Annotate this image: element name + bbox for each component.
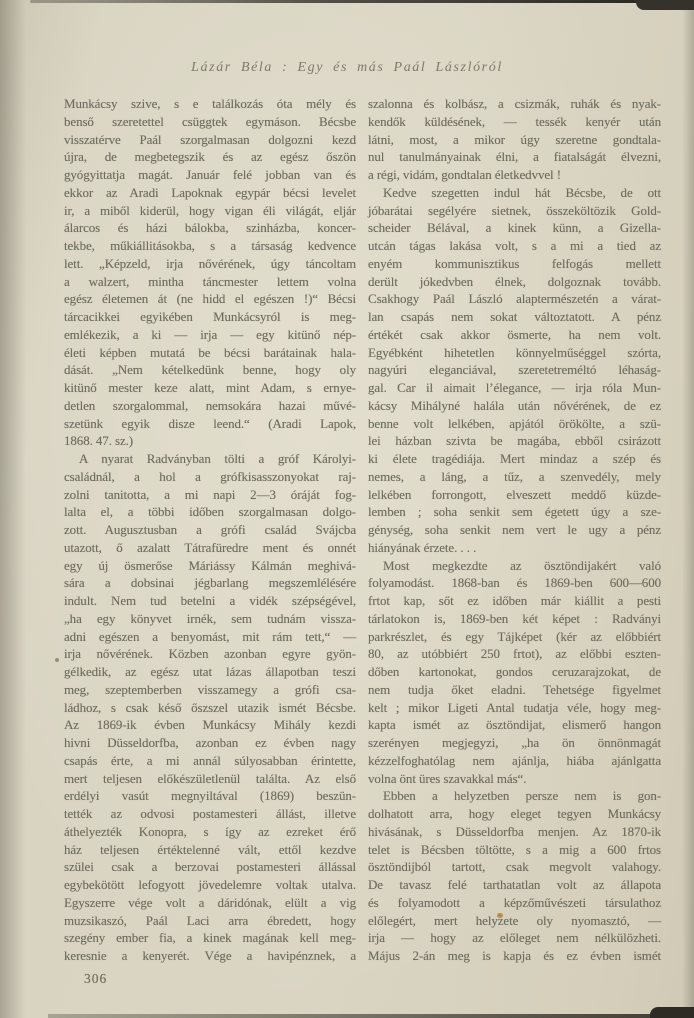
text-line: életi képben mutatá be bécsi barátainak hala-	[64, 344, 356, 360]
text-line: folyamodást. 1868-ban és 1869-ben 600—600	[368, 575, 661, 591]
text-line: utazott, ő azalatt Tátrafüredre ment és onnét	[64, 539, 356, 555]
text-line: jóbarátai segélyére sietnek, összeköltözik Gold-	[368, 202, 661, 218]
text-line: szerényen megjegyzi, „ha ön önnönmagát	[368, 735, 661, 750]
text-line: lelkében forrongott, elveszett meddő küzde-	[368, 486, 661, 502]
text-line: Kedve szegetten indul hát Bécsbe, de ott	[383, 184, 661, 200]
text-line: a walzert, mintha táncmester lettem volna	[64, 273, 356, 289]
scan-artifact-top-right	[636, 0, 694, 10]
paragraph	[368, 787, 661, 965]
text-line: kácsy Mihályné halála után nővérének, de ez	[368, 397, 661, 413]
text-line: benső szeretettel csüggtek egymáson. Bécsbe	[64, 113, 356, 129]
text-line: Csakhogy Paál László alaptermészetén a várat-	[368, 291, 661, 307]
text-line: lett. „Képzeld, irja nővérének, úgy táncoltam	[64, 255, 356, 271]
text-line: hivásának, s Düsseldorfba menjen. Az 1870-ik	[368, 823, 661, 839]
text-line: kelt ; mikor Ligeti Antal tudatja véle, hogy meg-	[368, 699, 661, 715]
scan-artifact-top-edge	[30, 0, 694, 3]
text-line: nul tanulmányainak élni, a fiatalságát élvezni,	[368, 149, 661, 165]
text-line: tárcacikkei egyikében Munkácsyról is meg-	[64, 309, 356, 324]
text-line: keresnie a kenyerét. Vége a havipénznek, a	[64, 948, 356, 963]
text-line: muzsikaszó, Paál Laci arra ébredett, hogy	[64, 912, 356, 928]
text-line: lei házban szivta be magába, ebből csirázott	[368, 433, 661, 449]
text-line: ki élete tragédiája. Mert mindaz a szép és	[368, 451, 661, 466]
text-line: gal. Car il aimait l’élegance, — irja róla Mun-	[368, 380, 661, 395]
text-line: kézzelfoghatólag nem ajánlja, hiába ajánlgatta	[368, 752, 661, 768]
text-line: egybekötött lefogyott jövedelemre voltak utalva.	[64, 877, 356, 892]
text-line: De tavasz felé tarthatatlan volt az állapota	[368, 877, 661, 892]
text-line: ház teljesen értéktelenné vált, ettől kezdve	[64, 841, 356, 857]
text-line: Most megkezdte az ösztöndijakért való	[383, 557, 661, 573]
left-column	[64, 95, 356, 965]
text-line: meg, szeptemberben visszamegy a grófi csa-	[64, 681, 356, 697]
paragraph	[64, 95, 356, 450]
text-line: dőben kartonokat, gondos ceruzarajzokat, de	[368, 664, 661, 679]
text-line: ir, a miből kiderül, hogy vigan éli világát, eljár	[64, 202, 356, 218]
text-line: 80, az utóbbiért 250 frtot), az előbbi eszten-	[368, 646, 661, 662]
text-line: egész életemen át (ne hidd el egészen !)“ Bécsi	[64, 291, 356, 307]
text-line: előlegért, mert helyzete oly nyomasztó, —	[368, 912, 661, 928]
text-line: a régi, vidám, gondtalan életkedvvel !	[368, 167, 561, 182]
text-line: kitünő mester keze alatt, mint Adam, s ernye-	[64, 380, 356, 395]
text-line: szalonna és kolbász, a csizmák, ruhák és nyak-	[368, 96, 661, 111]
text-line: tették az odvosi postamesteri állást, illetve	[64, 806, 356, 821]
text-line: hiányának érzete. . . .	[368, 539, 477, 555]
text-line: lalta el, a többi időben szorgalmasan dolgo-	[64, 504, 356, 520]
text-line: szetünk egyik disze leend.“ (Aradi Lapok,	[64, 415, 356, 431]
text-line: Munkácsy szive, s e találkozás óta mély és	[64, 96, 356, 111]
text-line: lemben ; soha senkit sem égetett úgy a sze-	[368, 504, 661, 520]
text-line: benne volt lelkében, apjától örökölte, a szü-	[368, 415, 661, 431]
text-line: indult. Nem tud betelni a vidék szépségével,	[64, 593, 356, 608]
text-line: derült jókedvben élnek, dolgoznak tovább.	[368, 273, 661, 289]
text-line: erdélyi vasút megnyiltával (1869) beszün-	[64, 788, 356, 804]
page-number: 306	[84, 971, 108, 986]
paragraph	[368, 184, 661, 557]
right-column	[368, 95, 661, 965]
text-line: scheider Bélával, a kinek künn, a Gizella-	[368, 220, 661, 236]
text-line: gélkedik, az egész utat lázas állapotban teszi	[64, 664, 356, 679]
text-line: áthelyezték Konopra, s így az ezreket érő	[64, 823, 356, 839]
text-line: „ha egy könyvet irnék, sem tudnám vissza-	[64, 610, 356, 626]
paper-speck	[55, 658, 59, 662]
text-line: ösztöndijból tartott, csak megvolt valahogy.	[368, 859, 661, 875]
text-line: irja — hogy az előleget nem nélkülözheti.	[368, 930, 661, 946]
text-line: Egyszerre vége volt a dáridónak, elült a vig	[64, 894, 356, 910]
text-line: lan csapás nem sokat változtatott. A pénz	[368, 309, 661, 324]
text-line: tekbe, műkiállitásokba, s a társaság kedvence	[64, 238, 356, 253]
text-line: génység, soha senkit nem vert le ugy a pénz	[368, 522, 661, 537]
text-line: A nyarat Radványban tölti a gróf Károlyi-	[79, 451, 356, 466]
text-line: kendők küldésének, — tessék kenyér után	[368, 113, 661, 129]
text-line: ládhoz, s csak késő őszszel utazik ismét Bécsbe.	[64, 699, 356, 715]
text-line: zolni tanitotta, a mi napi 2—3 óráját fog-	[64, 486, 356, 502]
text-line: szegény ember fia, a kinek magának kell meg-	[64, 930, 356, 946]
text-line: Egyébként hihetetlen könnyelműséggel szórta,	[368, 344, 661, 360]
text-line: irja nővérének. Közben azonban egyre gyön-	[64, 646, 356, 662]
text-line: 1868. 47. sz.)	[64, 433, 134, 449]
text-line: kapta ismét az ösztöndijat, elismerő hangon	[368, 717, 661, 733]
scan-artifact-bottom-right	[650, 1007, 694, 1018]
text-line: adni egészen a benyomást, mit rám tett,“ —	[64, 628, 356, 644]
text-line: detlen szorgalommal, nemsokára hazai művé-	[64, 397, 356, 413]
text-line: telet is Bécsben töltötte, s a mig a 600 frtos	[368, 841, 661, 857]
text-line: utcán tágas lakása volt, s a mi a tied az	[368, 238, 661, 253]
text-line: enyém kommunisztikus felfogás mellett	[368, 255, 661, 271]
text-line: álarcos és házi bálokba, szinházba, koncer-	[64, 220, 356, 236]
text-line: hivni Düsseldorfba, azonban ez évben nagy	[64, 735, 356, 750]
text-line: zott. Augusztusban a grófi család Svájcba	[64, 522, 356, 537]
text-line: dását. „Nem kételkedünk benne, hogy oly	[64, 362, 356, 378]
text-line: parkrészlet, és egy Tájképet (kér az előbbiért	[368, 628, 661, 644]
text-line: nagyúri eleganciával, szeretetreméltó léhaság-	[368, 362, 661, 378]
text-line: ekkor az Aradi Lapoknak egypár bécsi levelet	[64, 184, 356, 200]
text-line: nemes, a láng, a tűz, a szenvedély, mely	[368, 468, 661, 484]
paragraph	[368, 95, 661, 184]
text-line: szülei csak a berzovai postamesteri állással	[64, 859, 356, 875]
paragraph	[368, 557, 661, 788]
text-line: tárlatokon is, 1869-ben két képet : Radványi	[368, 610, 661, 626]
text-line: mert teljesen előkészületlenül találta. Az első	[64, 770, 356, 786]
text-line: Május 2-án meg is kapja és ez évben ismét	[368, 948, 661, 963]
text-line: emlékezik, a ki — irja — egy kitünő nép-	[64, 326, 356, 342]
text-line: értékét csak akkor ösmerte, ha nem volt.	[368, 326, 661, 342]
text-line: családnál, a hol a grófkisasszonyokat raj-	[64, 468, 356, 484]
text-line: Ebben a helyzetben persze nem is gon-	[383, 788, 661, 804]
scan-artifact-bottom-edge	[48, 1014, 694, 1018]
paragraph	[64, 450, 356, 965]
text-line: nem tudja őket eladni. Tehetsége figyelmet	[368, 681, 661, 697]
text-line: visszatérve Paál szorgalmasan dolgozni kezd	[64, 131, 356, 147]
scan-shadow-left-edge	[0, 0, 26, 1018]
text-line: dolhatott arra, hogy eleget tegyen Munkácsy	[368, 806, 661, 821]
text-line: egy új ösmerőse Máriássy Kálmán meghivá-	[64, 557, 356, 573]
text-line: sára a dobsinai jégbarlang megszemlélésére	[64, 575, 356, 591]
text-line: frtot kap, sőt ez időben már kiállit a pesti	[368, 593, 661, 608]
text-line: csapás érte, a mi annál súlyosabban érintette,	[64, 752, 356, 768]
text-line: látni, most, a mikor úgy szeretne gondtala-	[368, 131, 661, 147]
scan-shadow-right-edge	[682, 0, 694, 1018]
text-line: Az 1869-ik évben Munkácsy Mihály kezdi	[64, 717, 356, 733]
text-line: újra, de megbetegszik és az egész őszön	[64, 149, 356, 165]
text-line: gyógyittatja magát. Január felé jobban van és	[64, 167, 356, 182]
running-header: Lázár Béla : Egy és más Paál Lászlóról	[191, 60, 503, 75]
text-line: és folyamodott a képzőművészeti társulathoz	[368, 894, 661, 910]
text-line: volna önt üres szavakkal más“.	[368, 770, 527, 786]
